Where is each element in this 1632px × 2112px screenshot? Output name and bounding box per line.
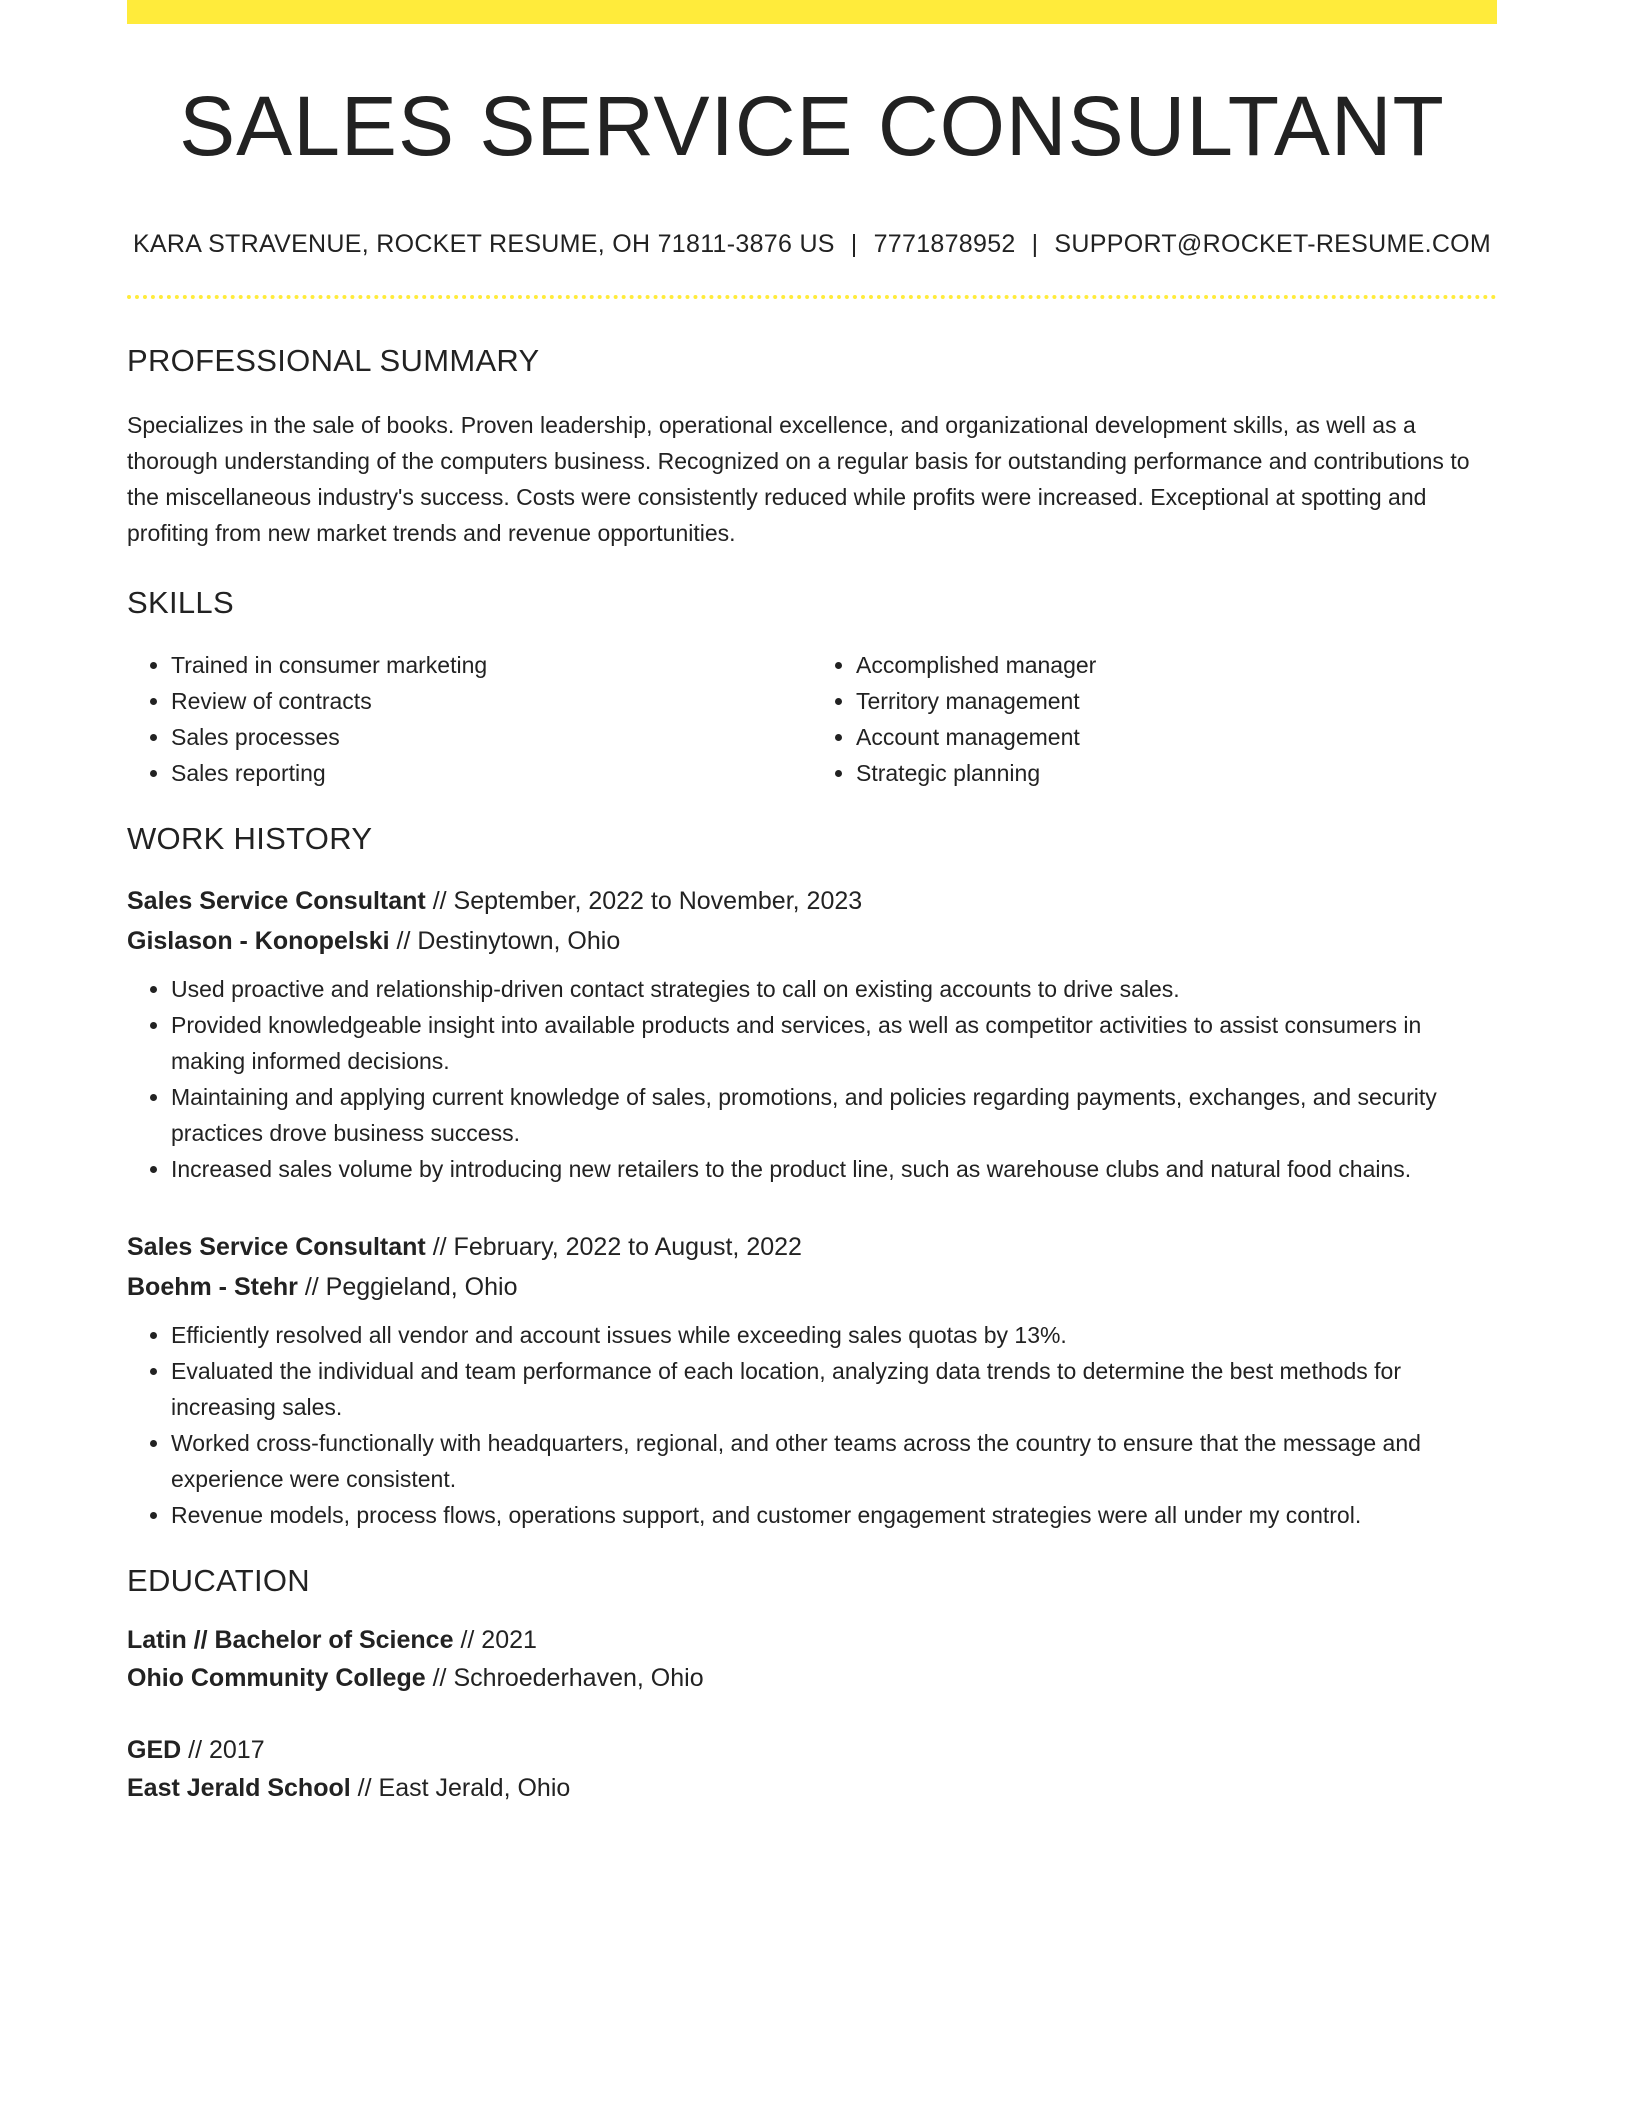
job-bullet: • Maintaining and applying current knowledge of sales, promotions, and policies regarding payments, exchanges, and security practices drove business success. (171, 1079, 1497, 1151)
skill-item: • Trained in consumer marketing (171, 647, 812, 683)
education-entry (127, 1731, 1497, 1807)
field-separator: // (357, 1774, 372, 1803)
skill-item: • Accomplished manager (856, 647, 1497, 683)
education-degree-line (127, 1731, 1497, 1769)
skills-list (127, 647, 1497, 791)
field-separator: // (432, 887, 447, 916)
job-title: Sales Service Consultant (127, 1233, 426, 1262)
skill-item: • Review of contracts (171, 683, 812, 719)
top-accent-bar (127, 0, 1497, 24)
skill-item: • Territory management (856, 683, 1497, 719)
contact-email: SUPPORT@ROCKET-RESUME.COM (1054, 230, 1492, 259)
job-bullet: • Worked cross-functionally with headquarters, regional, and other teams across the country to ensure that the message and experience were consistent. (171, 1425, 1497, 1497)
skill-item: • Sales reporting (171, 755, 812, 791)
job-bullets (127, 971, 1497, 1187)
field-separator: // (432, 1664, 447, 1693)
field-separator: // (432, 1233, 447, 1262)
job-bullet: • Provided knowledgeable insight into available products and services, as well as competitor activities to assist consumers in making informed decisions. (171, 1007, 1497, 1079)
job-dates: February, 2022 to August, 2022 (453, 1233, 802, 1262)
job-bullet: • Used proactive and relationship-driven contact strategies to call on existing accounts to drive sales. (171, 971, 1497, 1007)
job-title-line (127, 881, 1497, 921)
education-degree: Latin // Bachelor of Science (127, 1626, 454, 1655)
field-separator: // (304, 1273, 319, 1302)
job-bullet: • Evaluated the individual and team performance of each location, analyzing data trends to determine the best methods for increasing sales. (171, 1353, 1497, 1425)
resume-title: SALES SERVICE CONSULTANT (179, 79, 1445, 173)
education-entry (127, 1621, 1497, 1697)
skill-item: • Sales processes (171, 719, 812, 755)
field-separator: // (396, 927, 411, 956)
contact-phone: 7771878952 (873, 230, 1016, 259)
skills-column-right (812, 647, 1497, 791)
job-company-line (127, 921, 1497, 961)
job-company-line (127, 1267, 1497, 1307)
skills-column-left (127, 647, 812, 791)
field-separator: // (188, 1736, 203, 1765)
job-bullets (127, 1317, 1497, 1533)
work-history-heading: WORK HISTORY (127, 821, 373, 857)
field-separator: // (460, 1626, 475, 1655)
education-school-line (127, 1769, 1497, 1807)
contact-separator: | (850, 230, 858, 259)
job-company: Boehm - Stehr (127, 1273, 298, 1302)
job-title-line (127, 1227, 1497, 1267)
skills-heading: SKILLS (127, 585, 234, 621)
education-location: Schroederhaven, Ohio (453, 1664, 704, 1693)
education-year: 2021 (481, 1626, 537, 1655)
summary-heading: PROFESSIONAL SUMMARY (127, 343, 540, 379)
job-title: Sales Service Consultant (127, 887, 426, 916)
job-bullet: • Efficiently resolved all vendor and account issues while exceeding sales quotas by 13%. (171, 1317, 1497, 1353)
contact-separator: | (1031, 230, 1039, 259)
skill-item: • Account management (856, 719, 1497, 755)
education-school-line (127, 1659, 1497, 1697)
education-school: East Jerald School (127, 1774, 351, 1803)
education-year: 2017 (209, 1736, 265, 1765)
education-degree: GED (127, 1736, 182, 1765)
job-location: Peggieland, Ohio (325, 1273, 518, 1302)
job-location: Destinytown, Ohio (417, 927, 621, 956)
contact-address: KARA STRAVENUE, ROCKET RESUME, OH 71811-3876 US (132, 230, 835, 259)
summary-text: Specializes in the sale of books. Proven leadership, operational excellence, and organizational development skills, as well as a thorough understanding of the computers business. Recognized on a regular basis for outstanding performance and contributions to the miscellaneous industry's success. Costs were consistently reduced while profits were increased. Exceptional at spotting and profiting from new market trends and revenue opportunities. (127, 412, 1470, 547)
skill-item: • Strategic planning (856, 755, 1497, 791)
resume-page (127, 0, 1497, 1807)
job-entry (127, 1227, 1497, 1533)
education-heading: EDUCATION (127, 1563, 310, 1599)
education-degree-line (127, 1621, 1497, 1659)
job-company: Gislason - Konopelski (127, 927, 390, 956)
job-entry (127, 881, 1497, 1187)
job-dates: September, 2022 to November, 2023 (453, 887, 863, 916)
header-divider (127, 295, 1497, 299)
contact-line (127, 230, 1497, 259)
job-bullet: • Revenue models, process flows, operations support, and customer engagement strategies were all under my control. (171, 1497, 1497, 1533)
job-bullet: • Increased sales volume by introducing new retailers to the product line, such as warehouse clubs and natural food chains. (171, 1151, 1497, 1187)
education-school: Ohio Community College (127, 1664, 426, 1693)
education-location: East Jerald, Ohio (378, 1774, 571, 1803)
